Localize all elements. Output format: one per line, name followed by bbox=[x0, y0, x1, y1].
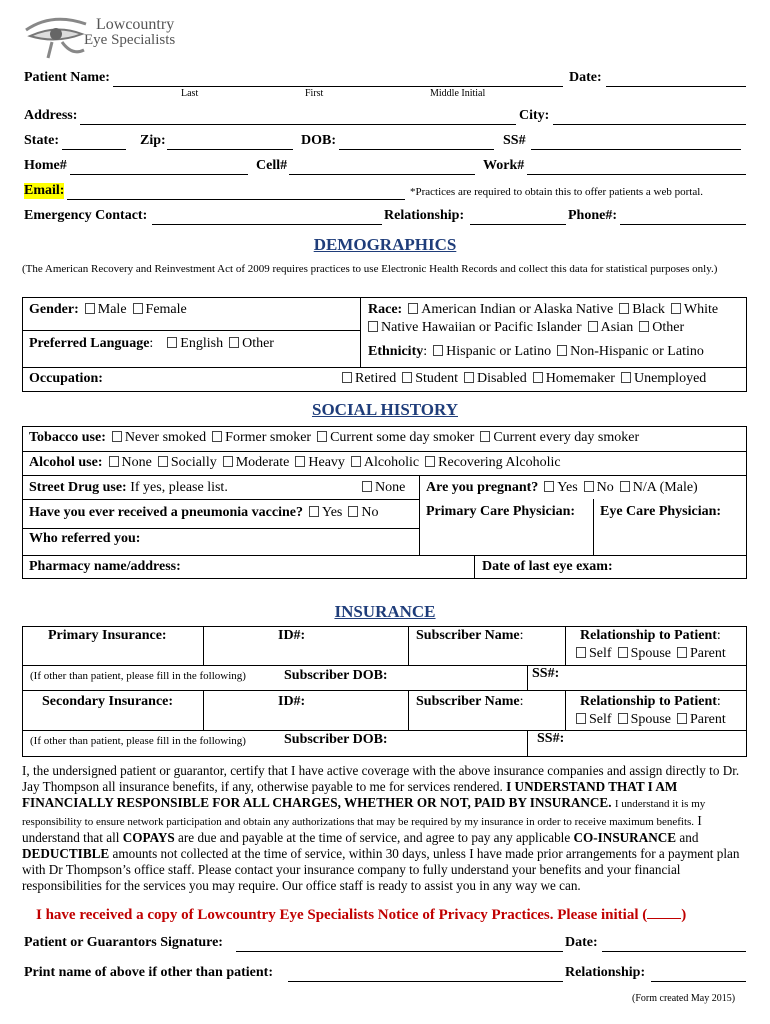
secondary-parent-label: Parent bbox=[690, 712, 726, 727]
address-field[interactable] bbox=[80, 124, 516, 125]
alcohol-socially-label: Socially bbox=[170, 455, 217, 470]
gender-male-checkbox[interactable] bbox=[85, 303, 95, 314]
first-caption: First bbox=[305, 88, 324, 99]
pneumonia-no-label: No bbox=[361, 505, 379, 520]
eye-care-label: Eye Care Physician: bbox=[600, 504, 722, 519]
privacy-ack bbox=[36, 906, 686, 924]
alcohol-label: Alcohol use: bbox=[29, 455, 103, 470]
logo-line2: Eye Specialists bbox=[84, 32, 176, 48]
race-row-2 bbox=[362, 320, 684, 336]
primary-subscriber-dob-label: Subscriber DOB: bbox=[284, 668, 388, 683]
logo bbox=[22, 10, 182, 62]
tobacco-row bbox=[29, 430, 639, 446]
signature-label: Patient or Guarantors Signature: bbox=[24, 935, 223, 950]
consent-deductible: DEDUCTIBLE bbox=[22, 846, 110, 862]
pneumonia-no-checkbox[interactable] bbox=[348, 506, 358, 517]
signature-date-field[interactable] bbox=[602, 951, 746, 952]
state-label: State: bbox=[24, 133, 59, 148]
print-name-field[interactable] bbox=[288, 981, 563, 982]
referred-label: Who referred you: bbox=[29, 531, 141, 546]
primary-care-label: Primary Care Physician: bbox=[426, 504, 576, 519]
occupation-disabled-label: Disabled bbox=[477, 371, 527, 386]
alcohol-alcoholic-checkbox[interactable] bbox=[351, 456, 361, 467]
ss-field[interactable] bbox=[531, 149, 741, 150]
gender-female-checkbox[interactable] bbox=[133, 303, 143, 314]
secondary-relationship-label: Relationship to Patient bbox=[580, 694, 717, 709]
race-other-label: Other bbox=[652, 320, 685, 335]
pregnant-label: Are you pregnant? bbox=[426, 480, 539, 495]
secondary-insurance-label: Secondary Insurance: bbox=[42, 694, 174, 709]
language-english-label: English bbox=[180, 336, 224, 351]
race-hawaiian-checkbox[interactable] bbox=[368, 321, 378, 332]
secondary-relationship: Relationship to Patient: bbox=[580, 694, 721, 709]
alcohol-socially-checkbox[interactable] bbox=[158, 456, 168, 467]
home-field[interactable] bbox=[70, 174, 248, 175]
ethnicity-hispanic-checkbox[interactable] bbox=[433, 345, 443, 356]
secondary-subscriber-dob-label: Subscriber DOB: bbox=[284, 732, 388, 747]
city-label: City: bbox=[519, 108, 550, 123]
occupation-homemaker-checkbox[interactable] bbox=[533, 372, 543, 383]
race-other-checkbox[interactable] bbox=[639, 321, 649, 332]
language-label: Preferred Language bbox=[29, 336, 150, 351]
gender-label: Gender: bbox=[29, 302, 79, 317]
secondary-subscriber-name-label: Subscriber Name bbox=[416, 694, 520, 709]
print-name-label: Print name of above if other than patient: bbox=[24, 965, 273, 980]
secondary-parent-checkbox[interactable] bbox=[677, 713, 687, 724]
pneumonia-row bbox=[29, 505, 379, 521]
alcohol-heavy-label: Heavy bbox=[308, 455, 345, 470]
consent-paragraph bbox=[22, 763, 750, 895]
alcohol-row bbox=[29, 455, 561, 471]
email-note: *Practices are required to obtain this to offer patients a web portal. bbox=[410, 186, 704, 198]
primary-subscriber-name-label: Subscriber Name bbox=[416, 628, 520, 643]
race-row-1 bbox=[368, 302, 718, 318]
pregnant-yes-label: Yes bbox=[557, 480, 578, 495]
consent-text-1: I, the undersigned patient or guarantor, certify that I have active coverage with the above insurance companies and assign directly to Dr. Jay Thompson all insurance benefits, if any, otherwise payable to me for services rendered. bbox=[22, 763, 740, 795]
alcohol-recovering-label: Recovering Alcoholic bbox=[438, 455, 561, 470]
occupation-label: Occupation: bbox=[29, 371, 103, 386]
zip-field[interactable] bbox=[167, 149, 293, 150]
ethnicity-non-hispanic-checkbox[interactable] bbox=[557, 345, 567, 356]
emergency-label: Emergency Contact: bbox=[24, 208, 148, 223]
alcohol-none-checkbox[interactable] bbox=[109, 456, 119, 467]
primary-relationship-label: Relationship to Patient bbox=[580, 628, 717, 643]
privacy-ack-end: ) bbox=[681, 907, 687, 923]
consent-copays: COPAYS bbox=[122, 829, 175, 845]
middle-caption: Middle Initial bbox=[430, 88, 486, 99]
drug-none-option bbox=[356, 480, 405, 496]
language-english-checkbox[interactable] bbox=[167, 337, 177, 348]
secondary-spouse-checkbox[interactable] bbox=[618, 713, 628, 724]
tobacco-never-checkbox[interactable] bbox=[112, 431, 122, 442]
consent-text-3a: I understand that all bbox=[22, 812, 702, 845]
race-hawaiian-label: Native Hawaiian or Pacific Islander bbox=[381, 320, 582, 335]
language-row: Preferred Language: English Other bbox=[29, 336, 274, 351]
pregnant-row bbox=[426, 480, 698, 496]
tobacco-some-day-checkbox[interactable] bbox=[317, 431, 327, 442]
occupation-unemployed-checkbox[interactable] bbox=[621, 372, 631, 383]
signature-field[interactable] bbox=[236, 951, 563, 952]
address-label: Address: bbox=[24, 108, 78, 123]
alcohol-moderate-checkbox[interactable] bbox=[223, 456, 233, 467]
consent-and: and bbox=[679, 829, 699, 845]
secondary-ss-label: SS#: bbox=[537, 731, 565, 746]
pneumonia-label: Have you ever received a pneumonia vaccine? bbox=[29, 505, 303, 520]
occupation-student-label: Student bbox=[415, 371, 458, 386]
tobacco-some-day-label: Current some day smoker bbox=[330, 430, 475, 445]
race-asian-checkbox[interactable] bbox=[588, 321, 598, 332]
form-created-note: (Form created May 2015) bbox=[632, 993, 736, 1004]
consent-co-insurance: CO-INSURANCE bbox=[573, 829, 677, 845]
primary-id-label: ID#: bbox=[278, 628, 306, 643]
phone-field[interactable] bbox=[620, 224, 746, 225]
tobacco-every-day-checkbox[interactable] bbox=[480, 431, 490, 442]
drug-note: If yes, please list. bbox=[130, 480, 228, 495]
tobacco-never-label: Never smoked bbox=[124, 430, 207, 445]
ethnicity-row: Ethnicity: Hispanic or Latino Non-Hispanic or Latino bbox=[368, 344, 704, 359]
last-exam-label: Date of last eye exam: bbox=[482, 559, 613, 574]
race-white-label: White bbox=[683, 302, 719, 317]
email-label: Email: bbox=[24, 183, 65, 198]
alcohol-moderate-label: Moderate bbox=[235, 455, 290, 470]
secondary-spouse-label: Spouse bbox=[630, 712, 672, 727]
patient-name-label: Patient Name: bbox=[24, 70, 110, 85]
alcohol-none-label: None bbox=[121, 455, 152, 470]
alcohol-alcoholic-label: Alcoholic bbox=[363, 455, 420, 470]
insurance-heading: INSURANCE bbox=[334, 602, 436, 621]
primary-relationship-options bbox=[570, 646, 726, 662]
primary-spouse-checkbox[interactable] bbox=[618, 647, 628, 658]
secondary-subscriber-name: Subscriber Name: bbox=[416, 694, 524, 709]
print-relationship-field[interactable] bbox=[651, 981, 746, 982]
last-caption: Last bbox=[181, 88, 199, 99]
gender-row bbox=[29, 302, 187, 318]
demographics-note: (The American Recovery and Reinvestment Act of 2009 requires practices to use Electronic Health Records and collect this data for statistical purposes only.) bbox=[22, 263, 718, 275]
pregnant-na-label: N/A (Male) bbox=[632, 480, 698, 495]
drug-label: Street Drug use: bbox=[29, 480, 127, 495]
alcohol-recovering-checkbox[interactable] bbox=[425, 456, 435, 467]
primary-ss-label: SS#: bbox=[532, 666, 560, 681]
privacy-initial-field[interactable] bbox=[647, 906, 681, 919]
secondary-other-note: (If other than patient, please fill in the following) bbox=[30, 735, 246, 747]
drug-row bbox=[29, 480, 228, 496]
tobacco-former-label: Former smoker bbox=[225, 430, 312, 445]
email-field[interactable] bbox=[67, 199, 405, 200]
primary-insurance-label: Primary Insurance: bbox=[48, 628, 167, 643]
emergency-field[interactable] bbox=[152, 224, 382, 225]
race-american-indian-label: American Indian or Alaska Native bbox=[421, 302, 614, 317]
race-black-label: Black bbox=[632, 302, 665, 317]
ethnicity-non-hispanic-label: Non-Hispanic or Latino bbox=[570, 344, 704, 359]
pregnant-no-checkbox[interactable] bbox=[584, 481, 594, 492]
occupation-homemaker-label: Homemaker bbox=[545, 371, 615, 386]
occupation-retired-checkbox[interactable] bbox=[342, 372, 352, 383]
pregnant-no-label: No bbox=[596, 480, 614, 495]
occupation-unemployed-label: Unemployed bbox=[633, 371, 707, 386]
signature-date-label: Date: bbox=[565, 935, 598, 950]
pregnant-na-checkbox[interactable] bbox=[620, 481, 630, 492]
date-field[interactable] bbox=[606, 86, 746, 87]
dob-label: DOB: bbox=[301, 133, 336, 148]
drug-none-checkbox[interactable] bbox=[362, 481, 372, 492]
cell-label: Cell# bbox=[256, 158, 288, 173]
cell-field[interactable] bbox=[289, 174, 475, 175]
primary-spouse-label: Spouse bbox=[630, 646, 672, 661]
primary-parent-label: Parent bbox=[690, 646, 726, 661]
patient-name-field[interactable] bbox=[113, 86, 563, 87]
privacy-ack-text: I have received a copy of Lowcountry Eye Specialists Notice of Privacy Practices. Please initial ( bbox=[36, 907, 648, 923]
secondary-id-label: ID#: bbox=[278, 694, 306, 709]
social-history-table bbox=[22, 426, 747, 579]
print-relationship-label: Relationship: bbox=[565, 965, 646, 980]
city-field[interactable] bbox=[553, 124, 746, 125]
primary-subscriber-name: Subscriber Name: bbox=[416, 628, 524, 643]
language-other-checkbox[interactable] bbox=[229, 337, 239, 348]
social-history-heading: SOCIAL HISTORY bbox=[311, 400, 458, 419]
occupation-student-checkbox[interactable] bbox=[402, 372, 412, 383]
race-white-checkbox[interactable] bbox=[671, 303, 681, 314]
pregnant-yes-checkbox[interactable] bbox=[544, 481, 554, 492]
date-label: Date: bbox=[569, 70, 602, 85]
tobacco-former-checkbox[interactable] bbox=[212, 431, 222, 442]
occupation-retired-label: Retired bbox=[355, 371, 397, 386]
ss-label: SS# bbox=[503, 133, 526, 148]
phone-label: Phone#: bbox=[568, 208, 617, 223]
consent-bold-text: I UNDERSTAND THAT I AM FINANCIALLY RESPONSIBLE FOR ALL CHARGES, WHETHER OR NOT, PAID BY INSURANCE. bbox=[22, 779, 678, 811]
gender-female-label: Female bbox=[145, 302, 187, 317]
consent-text-3b: are due and payable at the time of service, and agree to pay any applicable bbox=[178, 829, 571, 845]
logo-line1: Lowcountry bbox=[96, 16, 175, 33]
secondary-self-label: Self bbox=[589, 712, 612, 727]
primary-relationship: Relationship to Patient: bbox=[580, 628, 721, 643]
alcohol-heavy-checkbox[interactable] bbox=[295, 456, 305, 467]
dob-field[interactable] bbox=[339, 149, 494, 150]
pneumonia-yes-label: Yes bbox=[322, 505, 343, 520]
primary-other-note: (If other than patient, please fill in the following) bbox=[30, 670, 246, 682]
consent-small-text: I understand it is my responsibility to ensure network participation and obtain any authorizations that may be required by my insurance in order to receive maximum benefits. bbox=[22, 798, 706, 828]
race-black-checkbox[interactable] bbox=[619, 303, 629, 314]
pharmacy-label: Pharmacy name/address: bbox=[29, 559, 181, 574]
gender-male-label: Male bbox=[97, 302, 127, 317]
primary-parent-checkbox[interactable] bbox=[677, 647, 687, 658]
work-field[interactable] bbox=[527, 174, 746, 175]
ethnicity-hispanic-label: Hispanic or Latino bbox=[446, 344, 552, 359]
tobacco-every-day-label: Current every day smoker bbox=[493, 430, 640, 445]
demographics-heading: DEMOGRAPHICS bbox=[313, 235, 457, 254]
secondary-self-checkbox[interactable] bbox=[576, 713, 586, 724]
race-label: Race: bbox=[368, 302, 403, 317]
drug-none-label: None bbox=[375, 480, 406, 495]
home-label: Home# bbox=[24, 158, 67, 173]
occupation-options bbox=[336, 371, 706, 387]
work-label: Work# bbox=[483, 158, 525, 173]
occupation-disabled-checkbox[interactable] bbox=[464, 372, 474, 383]
primary-self-checkbox[interactable] bbox=[576, 647, 586, 658]
primary-self-label: Self bbox=[589, 646, 612, 661]
state-field[interactable] bbox=[62, 149, 126, 150]
consent-text-3c: amounts not collected at the time of service, within 30 days, unless I have made prior arrangements for a payment plan with Dr Thompson’s office staff. Please contact your insurance company to fully understand your benefits and your financial responsibilities for the services you may require. Our office staff is ready to assist you in any way we can. bbox=[22, 846, 740, 894]
relationship-label: Relationship: bbox=[384, 208, 465, 223]
pneumonia-yes-checkbox[interactable] bbox=[309, 506, 319, 517]
relationship-field[interactable] bbox=[470, 224, 566, 225]
tobacco-label: Tobacco use: bbox=[29, 430, 106, 445]
zip-label: Zip: bbox=[140, 133, 166, 148]
language-other-label: Other bbox=[242, 336, 274, 351]
ethnicity-label: Ethnicity bbox=[368, 344, 424, 359]
race-american-indian-checkbox[interactable] bbox=[408, 303, 418, 314]
race-asian-label: Asian bbox=[600, 320, 634, 335]
secondary-relationship-options bbox=[570, 712, 726, 728]
